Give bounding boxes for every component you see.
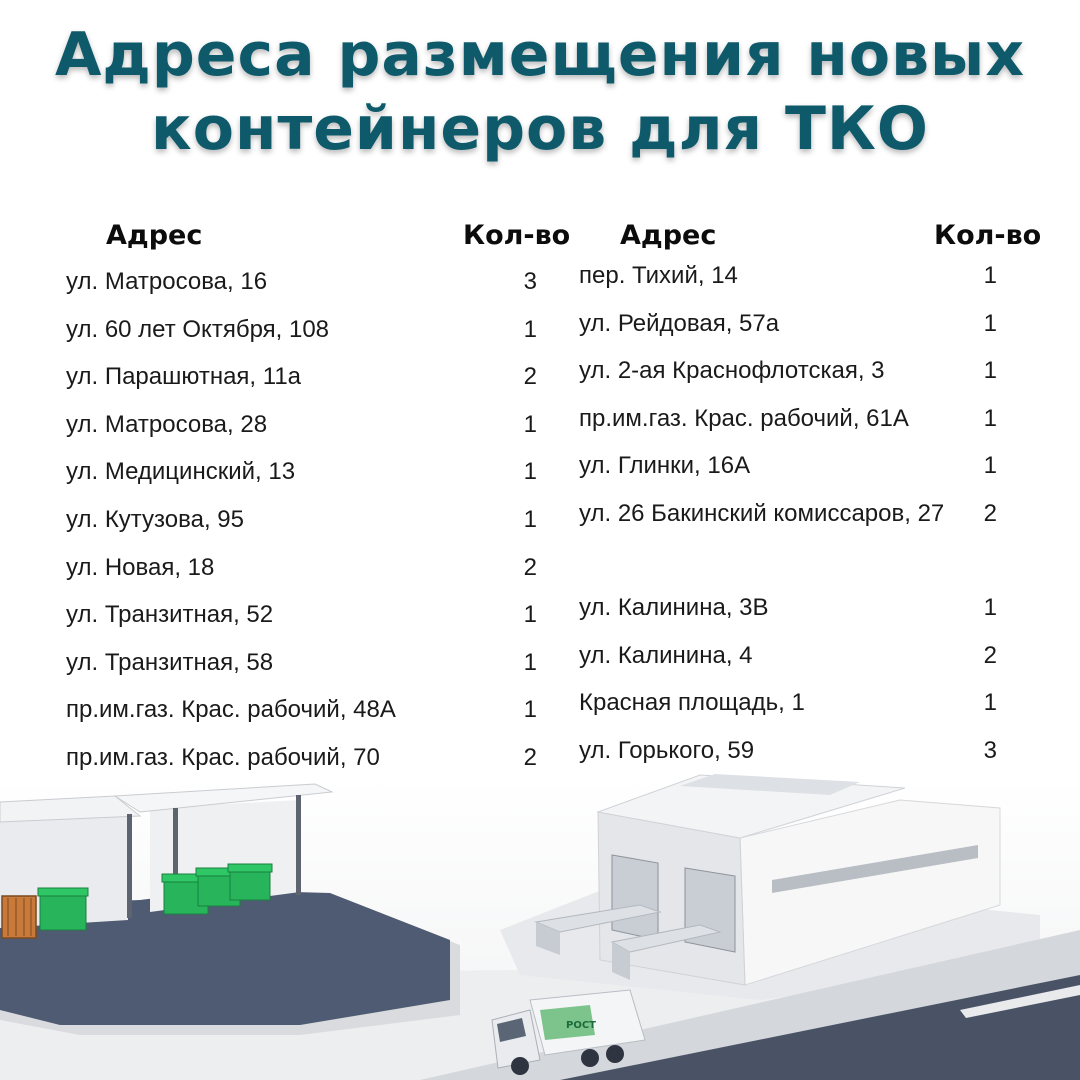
row-count: 1 bbox=[523, 315, 537, 343]
green-container bbox=[228, 864, 272, 900]
row-address: ул. Калинина, 4 bbox=[579, 641, 753, 669]
row-count: 3 bbox=[523, 268, 537, 295]
row-address: ул. Новая, 18 bbox=[66, 553, 215, 581]
truck-wheel bbox=[581, 1049, 599, 1067]
title-line-1: Адреса размещения новых bbox=[54, 20, 1026, 90]
row-address: пр.им.газ. Крас. рабочий, 48А bbox=[66, 696, 396, 724]
row-address: ул. Медицинский, 13 bbox=[66, 458, 296, 486]
row-address: ул. 2-ая Краснофлотская, 3 bbox=[579, 357, 885, 385]
truck-logo: РОСТ bbox=[566, 1020, 596, 1031]
title-line-2: контейнеров для ТКО bbox=[151, 94, 929, 164]
shelter-post bbox=[296, 795, 301, 895]
gate bbox=[685, 868, 735, 952]
row-address: пр.им.газ. Крас. рабочий, 70 bbox=[66, 743, 380, 771]
row-count: 1 bbox=[523, 648, 537, 676]
row-count: 1 bbox=[983, 452, 997, 480]
row-address: ул. Кутузова, 95 bbox=[66, 505, 244, 533]
shelter-post bbox=[127, 814, 132, 918]
row-address: ул. Матросова, 16 bbox=[66, 268, 268, 295]
row-count: 1 bbox=[523, 601, 537, 629]
row-count: 1 bbox=[983, 689, 997, 717]
row-count: 2 bbox=[523, 743, 537, 771]
row-count: 1 bbox=[523, 410, 537, 438]
row-address: ул. Рейдовая, 57а bbox=[579, 309, 780, 337]
row-address: Красная площадь, 1 bbox=[579, 689, 805, 717]
waste-facility-illustration bbox=[0, 770, 1080, 1080]
row-count: 2 bbox=[523, 553, 537, 581]
row-count: 1 bbox=[983, 309, 997, 337]
row-count: 1 bbox=[983, 357, 997, 385]
left-header-address: Адрес bbox=[106, 220, 203, 251]
row-count: 1 bbox=[983, 262, 997, 289]
row-count: 1 bbox=[523, 696, 537, 724]
row-count: 1 bbox=[523, 458, 537, 486]
row-address: ул. Глинки, 16А bbox=[579, 452, 751, 480]
row-count: 2 bbox=[983, 641, 997, 669]
row-count: 2 bbox=[523, 363, 537, 391]
row-address: ул. 60 лет Октября, 108 bbox=[66, 315, 330, 343]
container-shelters bbox=[0, 784, 460, 1035]
page-title bbox=[0, 18, 1080, 166]
row-address: ул. Калинина, 3В bbox=[579, 593, 769, 621]
row-count: 1 bbox=[523, 505, 537, 533]
green-container bbox=[38, 888, 88, 930]
row-address: пр.им.газ. Крас. рабочий, 61А bbox=[579, 404, 909, 432]
row-address: ул. Транзитная, 52 bbox=[66, 601, 274, 629]
row-count: 3 bbox=[983, 736, 997, 764]
row-count: 2 bbox=[983, 499, 997, 527]
right-header-address: Адрес bbox=[620, 220, 717, 251]
row-address: ул. 26 Бакинский комиссаров, 27 bbox=[579, 499, 945, 527]
row-address: ул. Транзитная, 58 bbox=[66, 648, 274, 676]
left-header-count: Кол-во bbox=[463, 220, 571, 251]
truck-wheel bbox=[511, 1057, 529, 1075]
row-count: 1 bbox=[983, 593, 997, 621]
right-header-count: Кол-во bbox=[934, 220, 1042, 251]
truck-wheel bbox=[606, 1045, 624, 1063]
gate bbox=[612, 855, 658, 940]
row-address: ул. Парашютная, 11а bbox=[66, 363, 302, 391]
row-address: ул. Горького, 59 bbox=[579, 736, 755, 764]
row-address: ул. Матросова, 28 bbox=[66, 410, 268, 438]
row-address: пер. Тихий, 14 bbox=[579, 262, 738, 289]
row-count: 1 bbox=[983, 404, 997, 432]
